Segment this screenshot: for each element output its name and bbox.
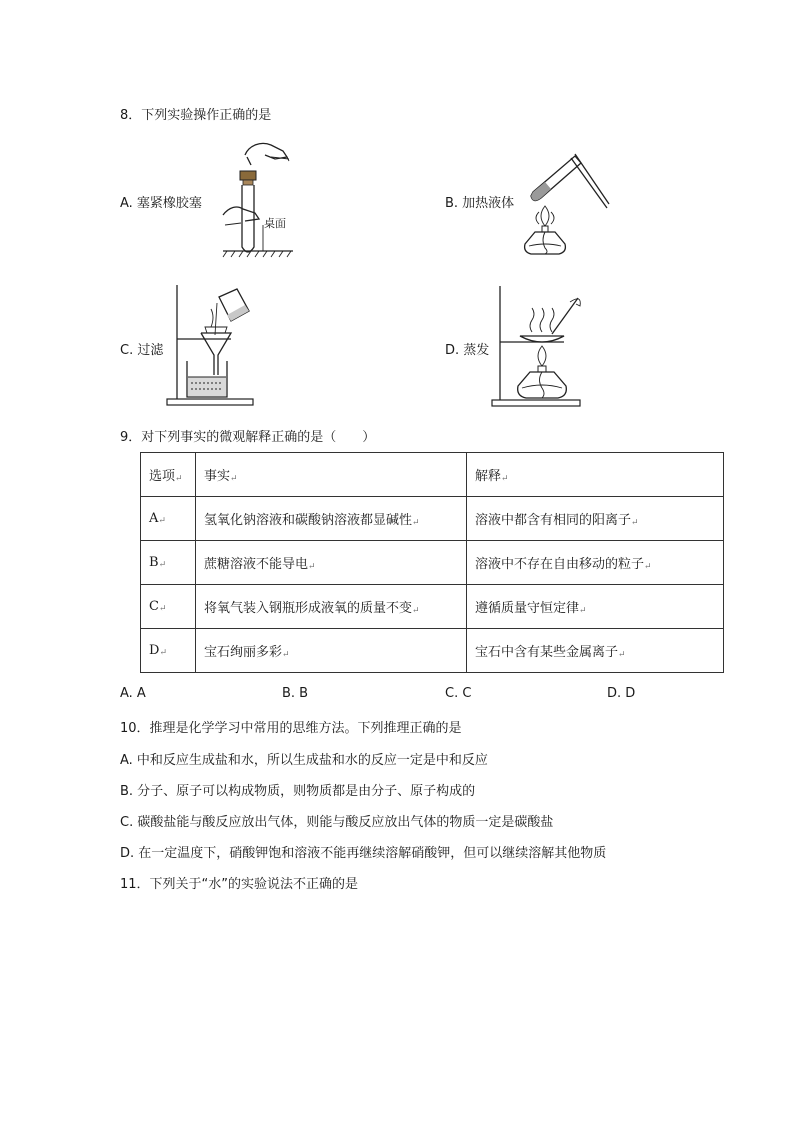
figure-d-evaporation-illustration — [490, 284, 600, 408]
q9-row-a-option: A↵ — [141, 497, 196, 541]
table-row — [141, 629, 724, 673]
table-row — [141, 585, 724, 629]
q9-answer-d: D. D — [607, 686, 636, 701]
figure-c-filtration-illustration — [165, 283, 265, 408]
q11-title: 11．下列关于“水”的实验说法不正确的是 — [120, 877, 359, 892]
q9-row-c-explanation: 遵循质量守恒定律↵ — [467, 585, 724, 629]
q10-title: 10．推理是化学学习中常用的思维方法。下列推理正确的是 — [120, 721, 462, 736]
q9-row-c-fact: 将氧气装入钢瓶形成液氧的质量不变↵ — [196, 585, 467, 629]
q9-header-option: 选项↵ — [141, 453, 196, 497]
q10-option-d: D. 在一定温度下，硝酸钾饱和溶液不能再继续溶解硝酸钾，但可以继续溶解其他物质 — [120, 846, 607, 861]
q8-title: 8．下列实验操作正确的是 — [120, 108, 272, 123]
q10-option-b: B. 分子、原子可以构成物质，则物质都是由分子、原子构成的 — [120, 784, 476, 799]
q9-header-explanation: 解释↵ — [467, 453, 724, 497]
table-row — [141, 497, 724, 541]
q9-row-d-option: D↵ — [141, 629, 196, 673]
q9-table — [140, 452, 724, 673]
q9-row-a-fact: 氢氧化钠溶液和碳酸钠溶液都显碱性↵ — [196, 497, 467, 541]
q8-option-a-label: A. 塞紧橡胶塞 — [120, 196, 202, 211]
q8-option-b-label: B. 加热液体 — [445, 196, 515, 211]
q9-answer-a: A. A — [120, 686, 146, 701]
q9-row-d-fact: 宝石绚丽多彩↵ — [196, 629, 467, 673]
q9-row-c-option: C↵ — [141, 585, 196, 629]
q9-answer-c: C. C — [445, 686, 472, 701]
q10-option-a: A. 中和反应生成盐和水，所以生成盐和水的反应一定是中和反应 — [120, 753, 488, 768]
figure-a-desk-label: 桌面 — [264, 217, 286, 230]
q9-row-b-fact: 蔗糖溶液不能导电↵ — [196, 541, 467, 585]
q9-row-a-explanation: 溶液中都含有相同的阳离子↵ — [467, 497, 724, 541]
figure-a-stopper-illustration — [215, 135, 305, 265]
q9-table-header-row — [141, 453, 724, 497]
q9-answer-b: B. B — [282, 686, 309, 701]
q9-row-b-explanation: 溶液中不存在自由移动的粒子↵ — [467, 541, 724, 585]
q9-header-fact: 事实↵ — [196, 453, 467, 497]
q9-row-b-option: B↵ — [141, 541, 196, 585]
q8-option-c-label: C. 过滤 — [120, 343, 164, 358]
table-row — [141, 541, 724, 585]
figure-b-heating-illustration — [515, 148, 615, 260]
q9-row-d-explanation: 宝石中含有某些金属离子↵ — [467, 629, 724, 673]
q10-option-c: C. 碳酸盐能与酸反应放出气体，则能与酸反应放出气体的物质一定是碳酸盐 — [120, 815, 554, 830]
q8-option-d-label: D. 蒸发 — [445, 343, 490, 358]
q9-title: 9．对下列事实的微观解释正确的是（ ） — [120, 430, 376, 445]
